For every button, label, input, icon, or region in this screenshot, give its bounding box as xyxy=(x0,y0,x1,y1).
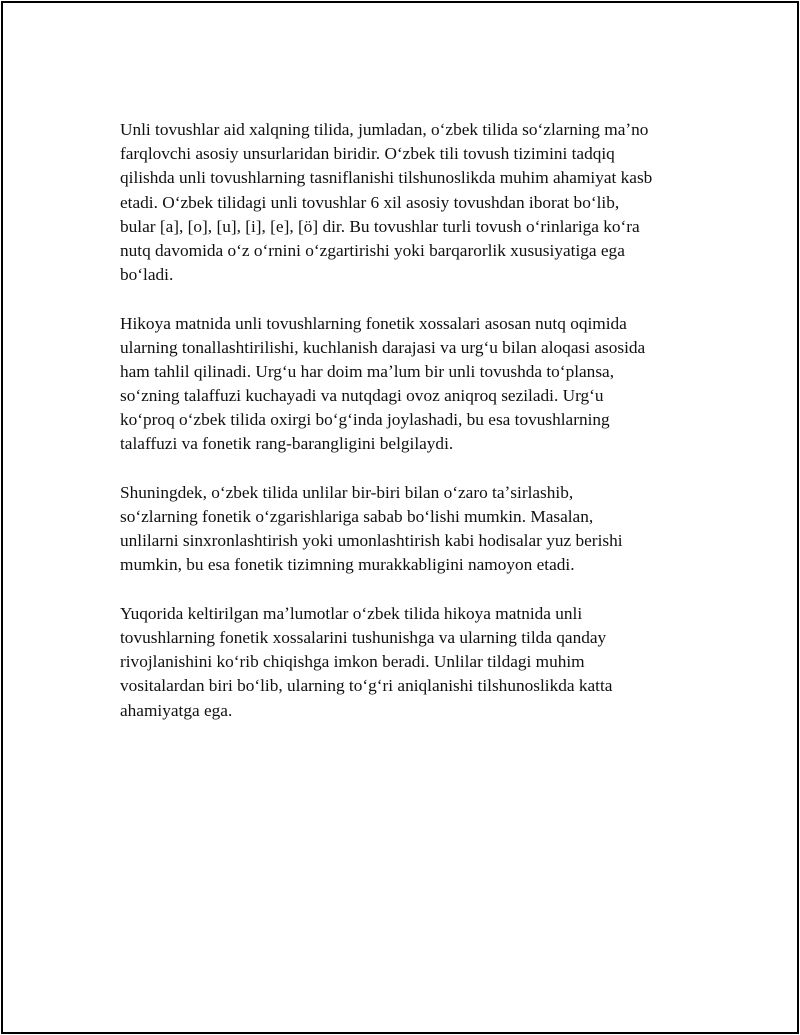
text-line: vositalardan biri boʻlib, ularning toʻgʻri aniqlanishi tilshunoslikda katta xyxy=(120,676,613,696)
text-line: Unli tovushlar aid xalqning tilida, jumladan, oʻzbek tilida soʻzlarning maʼno xyxy=(120,120,649,139)
text-line: Yuqorida keltirilgan maʼlumotlar oʻzbek tilida hikoya matnida unli xyxy=(120,603,583,623)
paragraph-2 xyxy=(120,312,710,457)
text-line: unlilarni sinxronlashtirish yoki umonlashtirish kabi hodisalar yuz berishi xyxy=(120,531,623,551)
text-line: bular [a], [o], [u], [i], [e], [ö] dir. Bu tovushlar turli tovush oʻrinlariga koʻra xyxy=(120,216,640,236)
text-line: soʻzning talaffuzi kuchayadi va nutqdagi ovoz aniqroq seziladi. Urgʻu xyxy=(120,386,604,406)
text-line: nutq davomida oʻz oʻrnini oʻzgartirishi yoki barqarorlik xususiyatiga ega xyxy=(120,240,625,260)
text-line: boʻladi. xyxy=(120,265,174,285)
text-line: talaffuzi va fonetik rang-barangligini belgilaydi. xyxy=(120,434,454,454)
text-line: rivojlanishini koʻrib chiqishga imkon beradi. Unlilar tildagi muhim xyxy=(120,652,585,672)
paragraph-1 xyxy=(120,118,710,287)
text-line: farqlovchi asosiy unsurlaridan biridir. Oʻzbek tili tovush tizimini tadqiq xyxy=(120,144,615,164)
text-line: Hikoya matnida unli tovushlarning fonetik xossalari asosan nutq oqimida xyxy=(120,313,627,333)
document-body xyxy=(120,118,710,747)
text-line: ularning tonallashtirilishi, kuchlanish darajasi va urgʻu bilan aloqasi asosida xyxy=(120,337,646,357)
text-line: koʻproq oʻzbek tilida oxirgi boʻgʻinda joylashadi, bu esa tovushlarning xyxy=(120,410,610,430)
text-line: etadi. Oʻzbek tilidagi unli tovushlar 6 xil asosiy tovushdan iborat boʻlib, xyxy=(120,192,620,212)
text-line: soʻzlarning fonetik oʻzgarishlariga sabab boʻlishi mumkin. Masalan, xyxy=(120,507,594,526)
text-line: ahamiyatga ega. xyxy=(120,700,233,720)
text-line: Shuningdek, oʻzbek tilida unlilar bir-biri bilan oʻzaro taʼsirlashib, xyxy=(120,482,574,502)
document-page xyxy=(1,1,799,1034)
text-line: ham tahlil qilinadi. Urgʻu har doim maʼlum bir unli tovushda toʻplansa, xyxy=(120,361,615,381)
paragraph-3 xyxy=(120,481,710,578)
text-line: qilishda unli tovushlarning tasniflanishi tilshunoslikda muhim ahamiyat kasb xyxy=(120,168,653,188)
text-line: tovushlarning fonetik xossalarini tushunishga va ularning tilda qanday xyxy=(120,627,607,647)
paragraph-4 xyxy=(120,602,710,723)
text-line: mumkin, bu esa fonetik tizimning murakkabligini namoyon etadi. xyxy=(120,555,575,575)
